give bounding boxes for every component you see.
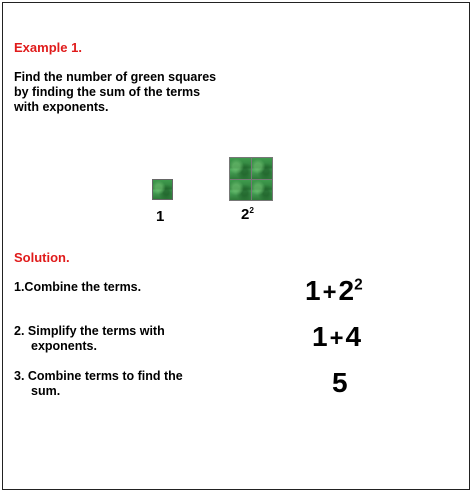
expr2-plus: + xyxy=(329,325,344,352)
step-2 xyxy=(14,324,165,354)
example-title: Example 1. xyxy=(14,40,82,55)
green-square xyxy=(230,180,251,201)
label-two-squared xyxy=(241,206,254,223)
expression-combined xyxy=(305,275,363,307)
green-square xyxy=(252,158,273,179)
expr1-term-a: 1 xyxy=(305,275,321,306)
step-2-line-1: 2. Simplify the terms with xyxy=(14,324,165,338)
green-square-grid xyxy=(229,157,273,201)
green-square xyxy=(152,179,173,200)
expr1-exponent: 2 xyxy=(354,276,363,294)
page-frame xyxy=(2,2,470,490)
label-exponent: 2 xyxy=(249,206,254,215)
green-square xyxy=(230,158,251,179)
problem-line-2: by finding the sum of the terms xyxy=(14,85,201,99)
expression-sum: 5 xyxy=(332,367,348,398)
solution-title: Solution. xyxy=(14,250,70,265)
step-1: 1.Combine the terms. xyxy=(14,280,142,294)
label-base: 2 xyxy=(241,206,250,223)
step-3 xyxy=(14,369,183,399)
green-square xyxy=(252,180,273,201)
problem-line-1: Find the number of green squares xyxy=(14,70,217,84)
expr1-plus: + xyxy=(322,279,337,306)
expression-simplified xyxy=(312,321,361,353)
green-square-single xyxy=(152,179,173,200)
label-one: 1 xyxy=(156,208,165,225)
problem-line-3: with exponents. xyxy=(14,100,109,114)
problem-statement xyxy=(14,70,216,115)
expr2-term-a: 1 xyxy=(312,321,328,352)
step-2-line-2: exponents. xyxy=(31,339,97,353)
expr2-term-b: 4 xyxy=(345,321,362,352)
expr1-base: 2 xyxy=(338,275,355,306)
step-3-line-2: sum. xyxy=(31,384,61,398)
step-3-line-1: 3. Combine terms to find the xyxy=(14,369,183,383)
